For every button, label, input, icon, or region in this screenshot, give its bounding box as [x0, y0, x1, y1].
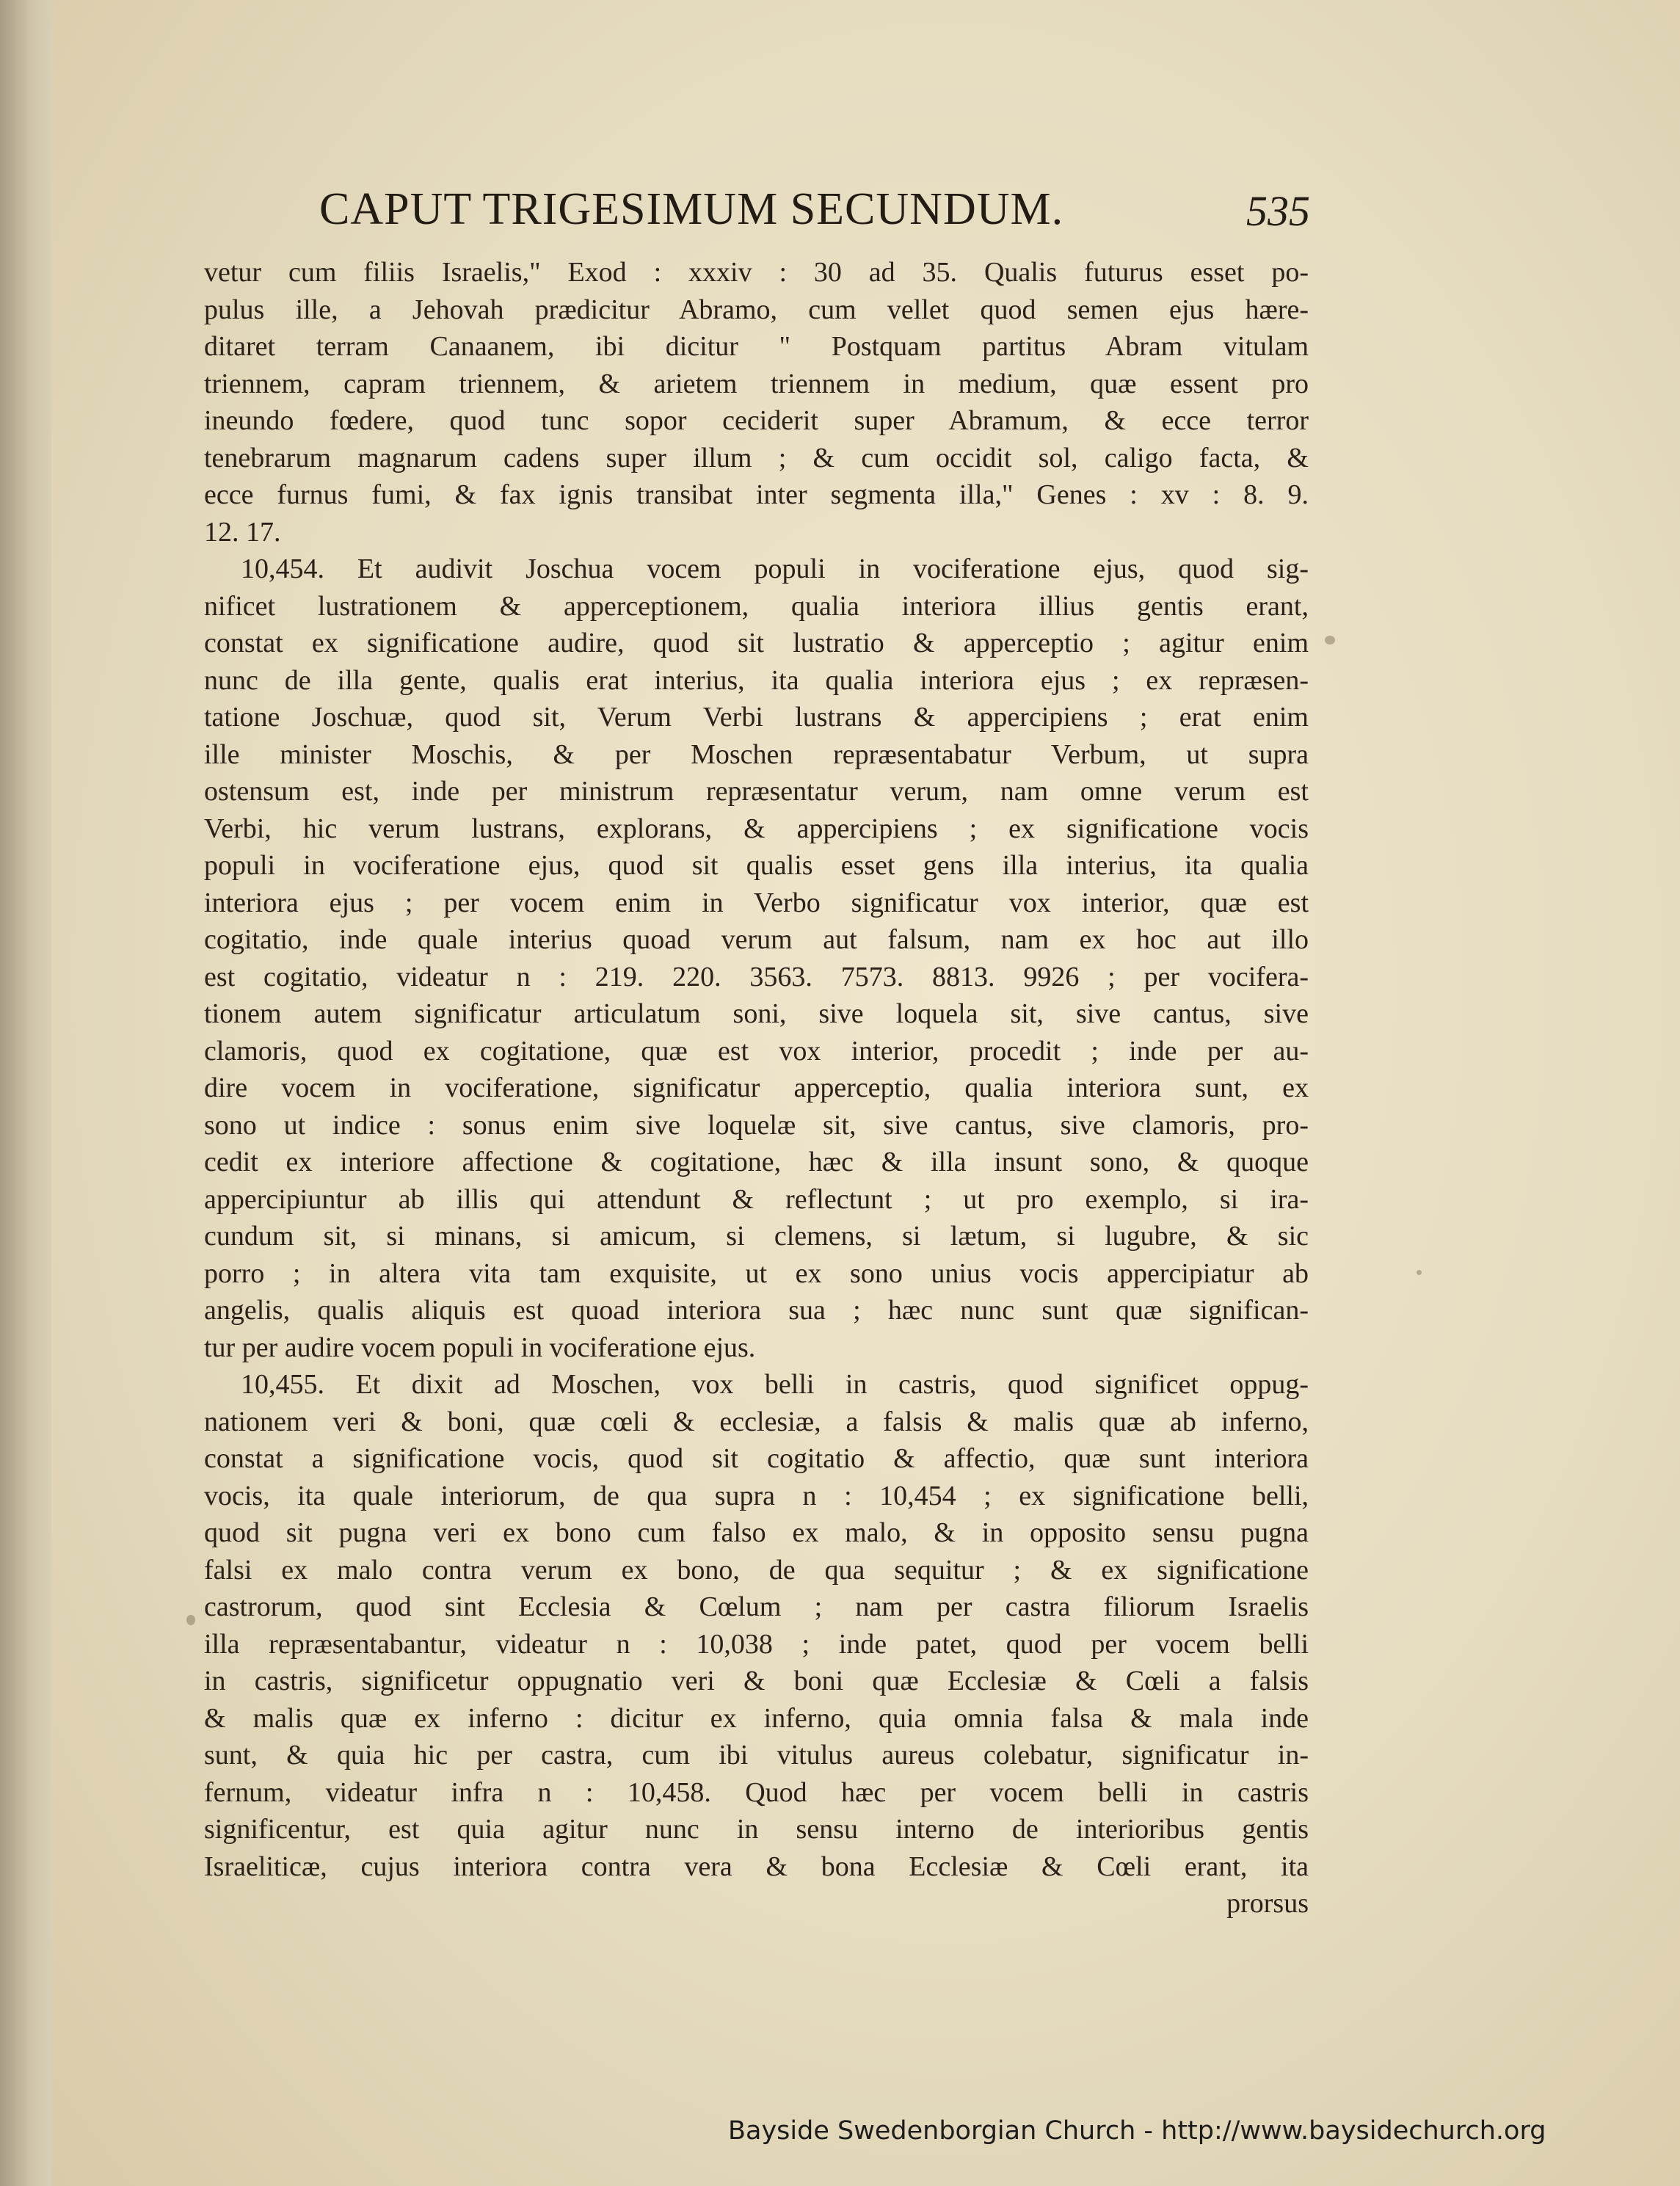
- text-line: fernum, videatur infra n : 10,458. Quod hæc per vocem belli in castris: [204, 1776, 1309, 1808]
- text-line: appercipiuntur ab illis qui attendunt & reflectunt ; ut pro exemplo, si ira-: [204, 1183, 1309, 1215]
- foxing-spot: [1417, 1270, 1422, 1275]
- text-line: constat a significatione vocis, quod sit cogitatio & affectio, quæ sunt interiora: [204, 1443, 1309, 1474]
- text-line: ecce furnus fumi, & fax ignis transibat inter segmenta illa," Genes : xv : 8. 9.: [204, 479, 1309, 510]
- source-credit: Bayside Swedenborgian Church - http://www.baysidechurch.org: [728, 2116, 1546, 2146]
- text-line: nunc de illa gente, qualis erat interius, ita qualia interiora ejus ; ex repræsen-: [204, 664, 1309, 696]
- catchword: prorsus: [1226, 1888, 1309, 1919]
- text-line: significentur, est quia agitur nunc in sensu interno de interioribus gentis: [204, 1814, 1309, 1845]
- body-text: [204, 254, 1309, 1922]
- text-line: ditaret terram Canaanem, ibi dicitur " Postquam partitus Abram vitulam: [204, 331, 1309, 362]
- text-line: cogitatio, inde quale interius quoad verum aut falsum, nam ex hoc aut illo: [204, 924, 1309, 955]
- text-line: triennem, capram triennem, & arietem triennem in medium, quæ essent pro: [204, 368, 1309, 399]
- text-line: sunt, & quia hic per castra, cum ibi vitulus aureus colebatur, significatur in-: [204, 1740, 1309, 1771]
- text-line: interiora ejus ; per vocem enim in Verbo significatur vox interior, quæ est: [204, 887, 1309, 918]
- text-line: populi in vociferatione ejus, quod sit qualis esset gens illa interius, ita qualia: [204, 850, 1309, 881]
- binding-gutter: [0, 0, 51, 2186]
- foxing-spot: [186, 1615, 195, 1625]
- chapter-title: CAPUT TRIGESIMUM SECUNDUM.: [319, 184, 1064, 234]
- paragraph-start-10454: 10,454. Et audivit Joschua vocem populi in vociferatione ejus, quod sig-: [241, 553, 1309, 584]
- text-line: in castris, significetur oppugnatio veri & boni quæ Ecclesiæ & Cœli a falsis: [204, 1666, 1309, 1696]
- text-line: pulus ille, a Jehovah prædicitur Abramo, cum vellet quod semen ejus hære-: [204, 294, 1309, 325]
- text-line: tatione Joschuæ, quod sit, Verum Verbi lustrans & appercipiens ; erat enim: [204, 702, 1309, 733]
- text-line: quod sit pugna veri ex bono cum falso ex malo, & in opposito sensu pugna: [204, 1517, 1309, 1548]
- text-line: vocis, ita quale interiorum, de qua supra n : 10,454 ; ex significatione belli,: [204, 1480, 1309, 1511]
- running-head: [319, 184, 1310, 242]
- text-line: nificet lustrationem & apperceptionem, qualia interiora illius gentis erant,: [204, 590, 1309, 622]
- text-line: cedit ex interiore affectione & cogitatione, hæc & illa insunt sono, & quoque: [204, 1147, 1309, 1177]
- text-line: vetur cum filiis Israelis," Exod : xxxiv : 30 ad 35. Qualis futurus esset po-: [204, 257, 1309, 288]
- text-line: tenebrarum magnarum cadens super illum ; & cum occidit sol, caligo facta, &: [204, 442, 1309, 473]
- text-line: falsi ex malo contra verum ex bono, de qua sequitur ; & ex significatione: [204, 1554, 1309, 1586]
- text-line: 12. 17.: [204, 516, 281, 548]
- text-line: sono ut indice : sonus enim sive loquelæ sit, sive cantus, sive clamoris, pro-: [204, 1109, 1309, 1141]
- text-line: castrorum, quod sint Ecclesia & Cœlum ; nam per castra filiorum Israelis: [204, 1591, 1309, 1622]
- foxing-spot: [1325, 636, 1335, 644]
- text-line: & malis quæ ex inferno : dicitur ex inferno, quia omnia falsa & mala inde: [204, 1702, 1309, 1734]
- paragraph-start-10455: 10,455. Et dixit ad Moschen, vox belli in castris, quod significet oppug-: [241, 1369, 1309, 1400]
- text-line: Verbi, hic verum lustrans, explorans, & appercipiens ; ex significatione vocis: [204, 813, 1309, 844]
- page-number: 535: [1246, 187, 1310, 235]
- text-line: nationem veri & boni, quæ cœli & ecclesiæ, a falsis & malis quæ ab inferno,: [204, 1406, 1309, 1437]
- text-line: tur per audire vocem populi in vociferatione ejus.: [204, 1332, 756, 1363]
- text-line: ostensum est, inde per ministrum repræsentatur verum, nam omne verum est: [204, 776, 1309, 807]
- text-line: angelis, qualis aliquis est quoad interiora sua ; hæc nunc sunt quæ significan-: [204, 1295, 1309, 1326]
- text-line: constat ex significatione audire, quod sit lustratio & apperceptio ; agitur enim: [204, 628, 1309, 658]
- text-line: clamoris, quod ex cogitatione, quæ est vox interior, procedit ; inde per au-: [204, 1035, 1309, 1067]
- text-line: ille minister Moschis, & per Moschen repræsentabatur Verbum, ut supra: [204, 738, 1309, 770]
- text-line: est cogitatio, videatur n : 219. 220. 3563. 7573. 8813. 9926 ; per vocifera-: [204, 961, 1309, 992]
- text-line: tionem autem significatur articulatum soni, sive loquela sit, sive cantus, sive: [204, 998, 1309, 1029]
- text-line: ineundo fœdere, quod tunc sopor ceciderit super Abramum, & ecce terror: [204, 405, 1309, 436]
- text-line: porro ; in altera vita tam exquisite, ut ex sono unius vocis appercipiatur ab: [204, 1257, 1309, 1289]
- text-line: Israeliticæ, cujus interiora contra vera & bona Ecclesiæ & Cœli erant, ita: [204, 1851, 1309, 1882]
- text-line: dire vocem in vociferatione, significatur apperceptio, qualia interiora sunt, ex: [204, 1072, 1309, 1103]
- text-line: illa repræsentabantur, videatur n : 10,038 ; inde patet, quod per vocem belli: [204, 1628, 1309, 1660]
- text-line: cundum sit, si minans, si amicum, si clemens, si lætum, si lugubre, & sic: [204, 1221, 1309, 1252]
